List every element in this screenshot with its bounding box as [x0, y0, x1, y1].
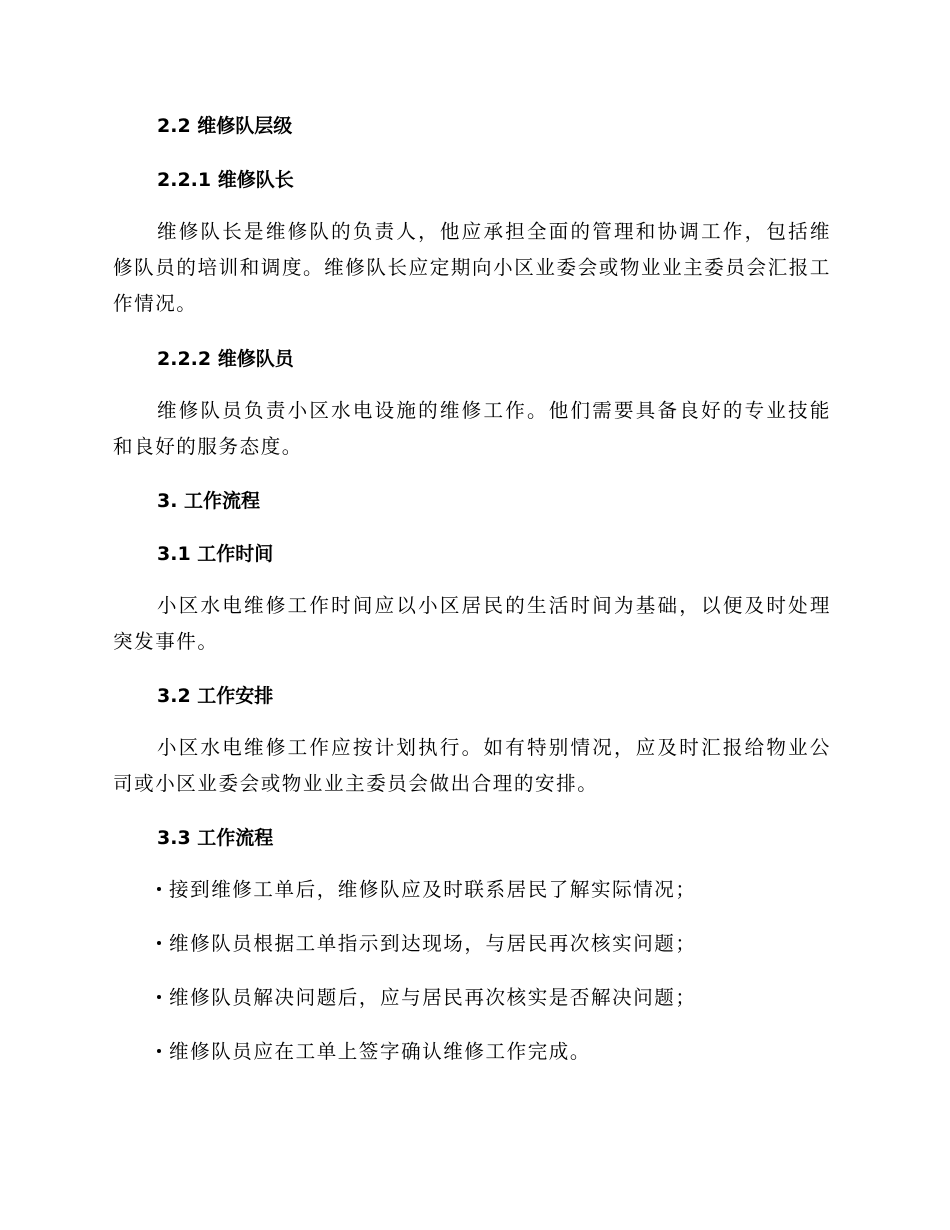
section-heading-3-2: 3.2 工作安排 — [157, 685, 274, 707]
paragraph-work-arrangement: 小区水电维修工作应按计划执行。如有特别情况，应及时汇报给物业公司或小区业委会或物业业主委员会做出合理的安排。 — [113, 736, 831, 795]
bullet-dot-icon — [157, 887, 161, 891]
paragraph-team-leader: 维修队长是维修队的负责人，他应承担全面的管理和协调工作，包括维修队员的培训和调度。维修队长应定期向小区业委会或物业业主委员会汇报工作情况。 — [113, 220, 831, 315]
paragraph-team-members: 维修队员负责小区水电设施的维修工作。他们需要具备良好的专业技能和良好的服务态度。 — [113, 399, 831, 458]
section-heading-3-1: 3.1 工作时间 — [157, 543, 274, 565]
section-heading-2-2: 2.2 维修队层级 — [157, 115, 293, 137]
list-item-text: 维修队员解决问题后，应与居民再次核实是否解决问题； — [169, 986, 697, 1009]
section-heading-2-2-1: 2.2.1 维修队长 — [157, 169, 294, 191]
paragraph-work-time: 小区水电维修工作时间应以小区居民的生活时间为基础，以便及时处理突发事件。 — [113, 594, 831, 653]
list-item — [157, 986, 697, 1010]
section-heading-2-2-2: 2.2.2 维修队员 — [157, 348, 294, 370]
bullet-dot-icon — [157, 1049, 161, 1053]
bullet-dot-icon — [157, 995, 161, 999]
list-item — [157, 1040, 591, 1064]
list-item-text: 接到维修工单后，维修队应及时联系居民了解实际情况； — [169, 878, 697, 901]
section-heading-3-3: 3.3 工作流程 — [157, 827, 274, 849]
list-item — [157, 932, 697, 956]
list-item-text: 维修队员根据工单指示到达现场，与居民再次核实问题； — [169, 932, 697, 955]
section-heading-3: 3. 工作流程 — [157, 490, 261, 512]
list-item-text: 维修队员应在工单上签字确认维修工作完成。 — [169, 1040, 592, 1063]
bullet-dot-icon — [157, 941, 161, 945]
list-item — [157, 878, 697, 902]
